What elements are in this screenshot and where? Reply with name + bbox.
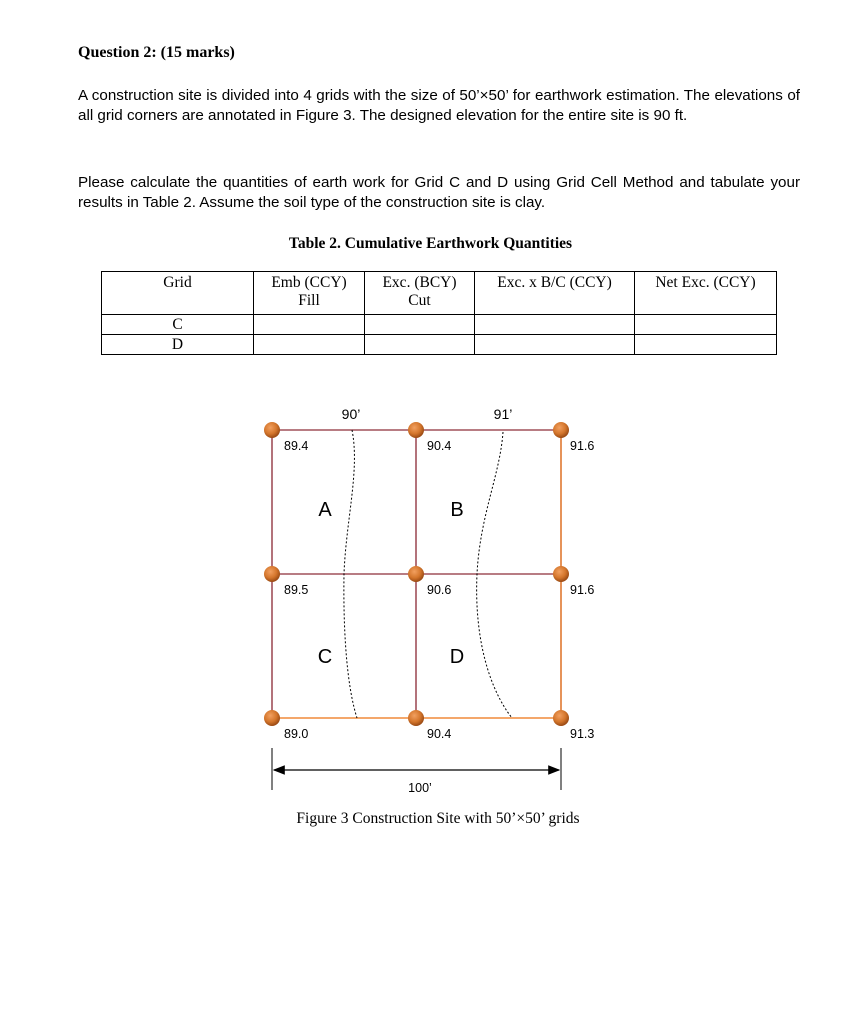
question-paragraph-1: A construction site is divided into 4 grids with the size of 50’×50’ for earthwork estimation. The elevations of all grid corners are annotated in Figure 3. The designed elevation for the entire site is 90 ft. — [78, 87, 800, 124]
elevation-bottom-right: 91.3 — [570, 727, 595, 741]
elevation-top-left: 89.4 — [284, 439, 309, 453]
question-title: Question 2: (15 marks) — [78, 44, 235, 61]
header-emb-line2: Fill — [298, 292, 320, 309]
header-exc-bc-line1: Exc. x B/C (CCY) — [497, 274, 612, 291]
cell-label-d: D — [449, 646, 465, 668]
header-net-exc-line1: Net Exc. (CCY) — [655, 274, 756, 291]
header-exc-line1: Exc. (BCY) — [382, 274, 457, 291]
header-grid-line1: Grid — [163, 274, 192, 291]
cell-label-c: C — [317, 646, 333, 668]
elevation-top-right: 91.6 — [570, 439, 595, 453]
contour-label-90: 90’ — [341, 406, 361, 422]
cell-label-a: A — [318, 499, 332, 521]
contour-91-line — [477, 432, 512, 718]
grid-node — [408, 566, 424, 582]
elevation-bottom-center: 90.4 — [427, 727, 452, 741]
table-caption: Table 2. Cumulative Earthwork Quantities — [288, 235, 573, 252]
cell-grid: C — [102, 315, 254, 335]
elevation-top-center: 90.4 — [427, 439, 452, 453]
header-emb-line1: Emb (CCY) — [271, 274, 347, 291]
contour-label-91: 91’ — [493, 406, 513, 422]
grid-node — [408, 710, 424, 726]
grid-node — [264, 566, 280, 582]
dimension-label: 100’ — [408, 781, 432, 795]
elevation-middle-center: 90.6 — [427, 583, 452, 597]
elevation-middle-right: 91.6 — [570, 583, 595, 597]
grid-node — [553, 566, 569, 582]
grid-node — [553, 710, 569, 726]
grid-node — [264, 422, 280, 438]
elevation-middle-left: 89.5 — [284, 583, 309, 597]
cell-label-b: B — [450, 499, 464, 521]
question-paragraph-2: Please calculate the quantities of earth work for Grid C and D using Grid Cell Method and tabulate your results in Table 2. Assume the soil type of the construction site is clay. — [78, 174, 800, 211]
grid-node — [553, 422, 569, 438]
header-exc-line2: Cut — [408, 292, 431, 309]
figure-caption: Figure 3 Construction Site with 50’×50’ grids — [296, 810, 580, 827]
cell-grid: D — [102, 335, 254, 355]
elevation-bottom-left: 89.0 — [284, 727, 309, 741]
grid-node — [408, 422, 424, 438]
grid-node — [264, 710, 280, 726]
